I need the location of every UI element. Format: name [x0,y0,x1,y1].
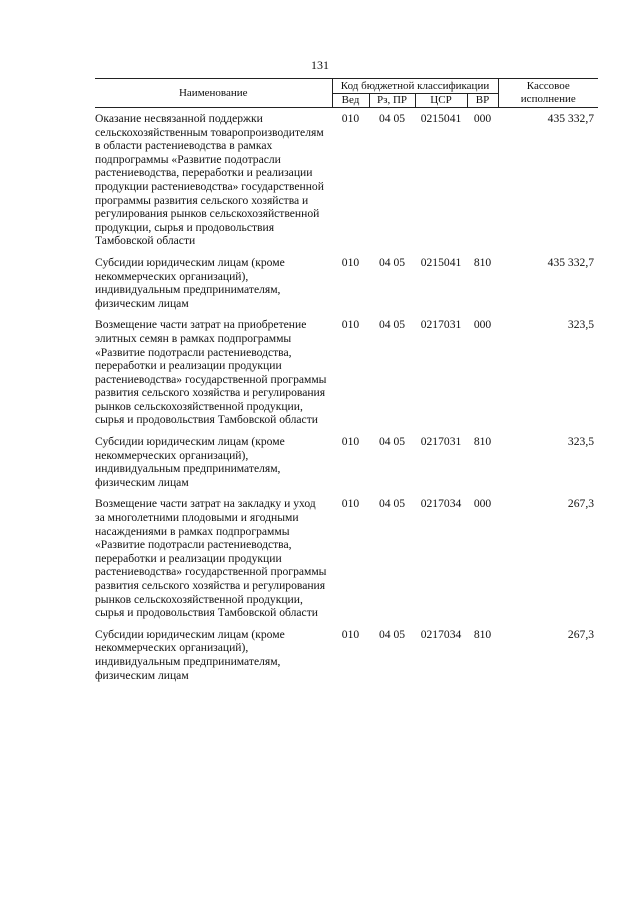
row-name: Субсидии юридическим лицам (кроме некоммерческих организаций), индивидуальным предпринимателям, физическим лицам [95,255,285,310]
row-amount: 435 332,7 [547,255,595,269]
row-csr: 0217034 [420,497,462,511]
header-vr: ВР [467,94,498,108]
table-row [95,318,598,435]
table-row [95,256,598,318]
row-name: Субсидии юридическим лицам (кроме некоммерческих организаций), индивидуальным предпринимателям, физическим лицам [95,435,285,489]
row-rz-pr: 04 05 [378,497,406,511]
header-amount: Кассовое исполнение [498,79,598,108]
header-code-group: Код бюджетной классификации [332,79,498,94]
row-vr: 810 [473,627,492,641]
row-amount: 323,5 [567,435,595,449]
row-csr: 0217034 [420,627,462,641]
page-number: 131 [311,58,329,72]
row-name: Возмещение части затрат на закладку и уход за многолетними плодовыми и ягодными насаждениями в рамках подпрограммы «Развитие подотрасли растениеводства, переработки и реализации продукции растениеводства» государственной программы развития сельского хозяйства и регулирования рынков сельскохозяйственной продукции, сырья и продовольствия Тамбовской области [95,497,327,620]
header-rz-pr: Рз, ПР [369,94,415,108]
row-csr: 0217031 [420,435,462,449]
row-rz-pr: 04 05 [378,112,406,125]
row-ved: 010 [341,497,360,511]
row-rz-pr: 04 05 [378,255,406,269]
row-vr: 000 [473,497,492,511]
table-body [95,108,598,691]
row-ved: 010 [341,255,360,269]
row-csr: 0215041 [420,112,462,125]
row-amount: 267,3 [567,627,595,641]
row-rz-pr: 04 05 [378,435,406,449]
row-csr: 0215041 [420,255,462,269]
row-name: Возмещение части затрат на приобретение элитных семян в рамках подпрограммы «Развитие подотрасли растениеводства, переработки и реализации продукции растениеводства» государственной программы развития сельского хозяйства и регулирования рынков сельскохозяйственной продукции, сырья и продовольствия Тамбовской области [95,318,327,427]
row-vr: 810 [473,435,492,449]
row-ved: 010 [341,318,360,332]
row-amount: 267,3 [567,497,595,511]
row-vr: 000 [473,318,492,332]
row-rz-pr: 04 05 [378,318,406,332]
row-vr: 810 [473,255,492,269]
row-vr: 000 [473,112,492,125]
budget-table [95,78,598,690]
table-row [95,628,598,690]
row-ved: 010 [341,627,360,641]
row-ved: 010 [341,435,360,449]
row-rz-pr: 04 05 [378,627,406,641]
row-amount: 323,5 [567,318,595,332]
row-amount: 435 332,7 [547,112,595,125]
row-name: Оказание несвязанной поддержки сельскохозяйственным товаропроизводителям в области растениеводства в рамках подпрограммы «Развитие подотрасли растениеводства, переработки и реализации продукции растениеводства» государственной программы развития сельского хозяйства и регулирования рынков сельскохозяйственной продукции, сырья и продовольствия Тамбовской области [95,112,324,248]
table-header [95,79,598,108]
table-row [95,435,598,497]
header-name: Наименование [95,79,332,108]
table-row [95,108,598,256]
header-ved: Вед [332,94,369,108]
row-ved: 010 [341,112,360,125]
header-csr: ЦСР [415,94,467,108]
row-csr: 0217031 [420,318,462,332]
row-name: Субсидии юридическим лицам (кроме некоммерческих организаций), индивидуальным предпринимателям, физическим лицам [95,627,285,682]
table-row [95,497,598,627]
